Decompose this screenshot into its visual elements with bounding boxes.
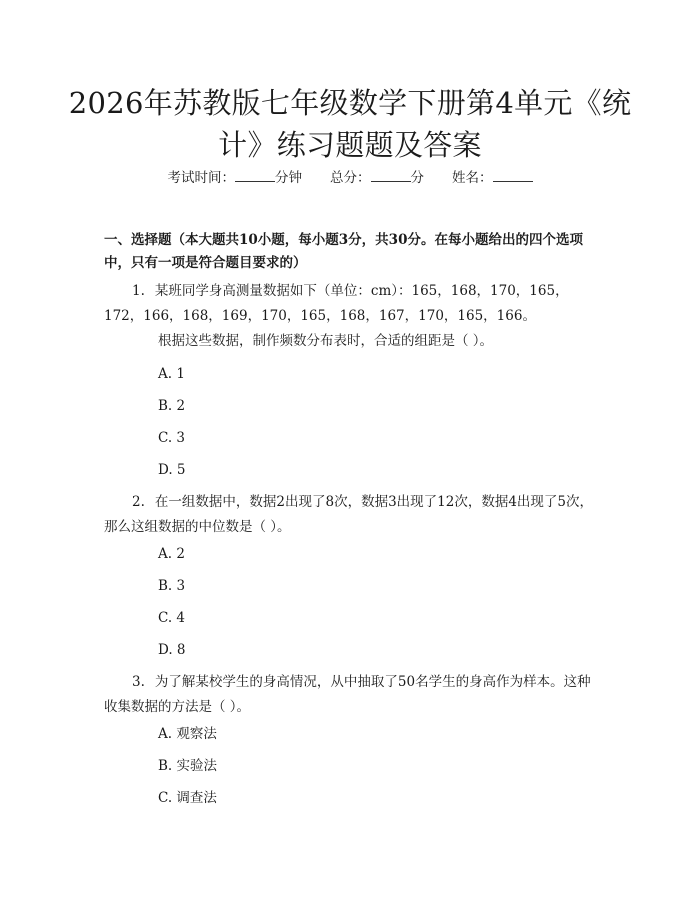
exam-time-label: 考试时间： <box>167 170 235 186</box>
exam-info-line <box>0 168 700 188</box>
question-1-option-c: C. 3 <box>158 430 186 446</box>
question-1-option-a: A. 1 <box>158 366 185 382</box>
question-3 <box>104 670 596 720</box>
question-number: 1. <box>132 283 145 299</box>
question-3-option-a: A. 观察法 <box>158 726 217 742</box>
question-text: 某班同学身高测量数据如下（单位：cm）：165，168，170，165，172，166，168，169，170，165，168，167，170，165，166。 <box>104 283 569 324</box>
question-number: 2. <box>132 494 145 510</box>
question-3-option-c: C. 调查法 <box>158 790 217 806</box>
question-number: 3. <box>132 674 145 690</box>
question-2 <box>104 490 596 540</box>
exam-time-field <box>168 170 303 186</box>
name-field <box>452 170 533 186</box>
question-1-subtext: 根据这些数据，制作频数分布表时，合适的组距是（ ）。 <box>158 333 494 349</box>
total-score-blank <box>371 168 411 182</box>
exam-time-blank <box>235 168 275 182</box>
document-title: 2026年苏教版七年级数学下册第4单元《统计》练习题题及答案 <box>68 86 632 162</box>
section-heading: 一、选择题（本大题共10小题，每小题3分，共30分。在每小题给出的四个选项中，只有一项是符合题目要求的） <box>104 232 583 271</box>
name-blank <box>493 168 533 182</box>
total-score-unit: 分 <box>410 170 424 186</box>
name-label: 姓名： <box>452 170 493 186</box>
total-score-field <box>330 170 424 186</box>
question-text: 在一组数据中，数据2出现了8次，数据3出现了12次，数据4出现了5次，那么这组数据的中位数是（ ）。 <box>104 494 594 535</box>
question-text: 为了解某校学生的身高情况，从中抽取了50名学生的身高作为样本。这种收集数据的方法是（ ）。 <box>104 674 591 715</box>
question-1-option-d: D. 5 <box>158 462 186 478</box>
question-2-option-a: A. 2 <box>158 546 185 562</box>
question-2-option-d: D. 8 <box>158 642 186 658</box>
question-2-option-b: B. 3 <box>158 578 186 594</box>
exam-time-unit: 分钟 <box>275 170 302 186</box>
question-2-option-c: C. 4 <box>158 610 186 626</box>
question-1-option-b: B. 2 <box>158 398 186 414</box>
question-1 <box>104 279 596 329</box>
total-score-label: 总分： <box>330 170 371 186</box>
question-3-option-b: B. 实验法 <box>158 758 218 774</box>
